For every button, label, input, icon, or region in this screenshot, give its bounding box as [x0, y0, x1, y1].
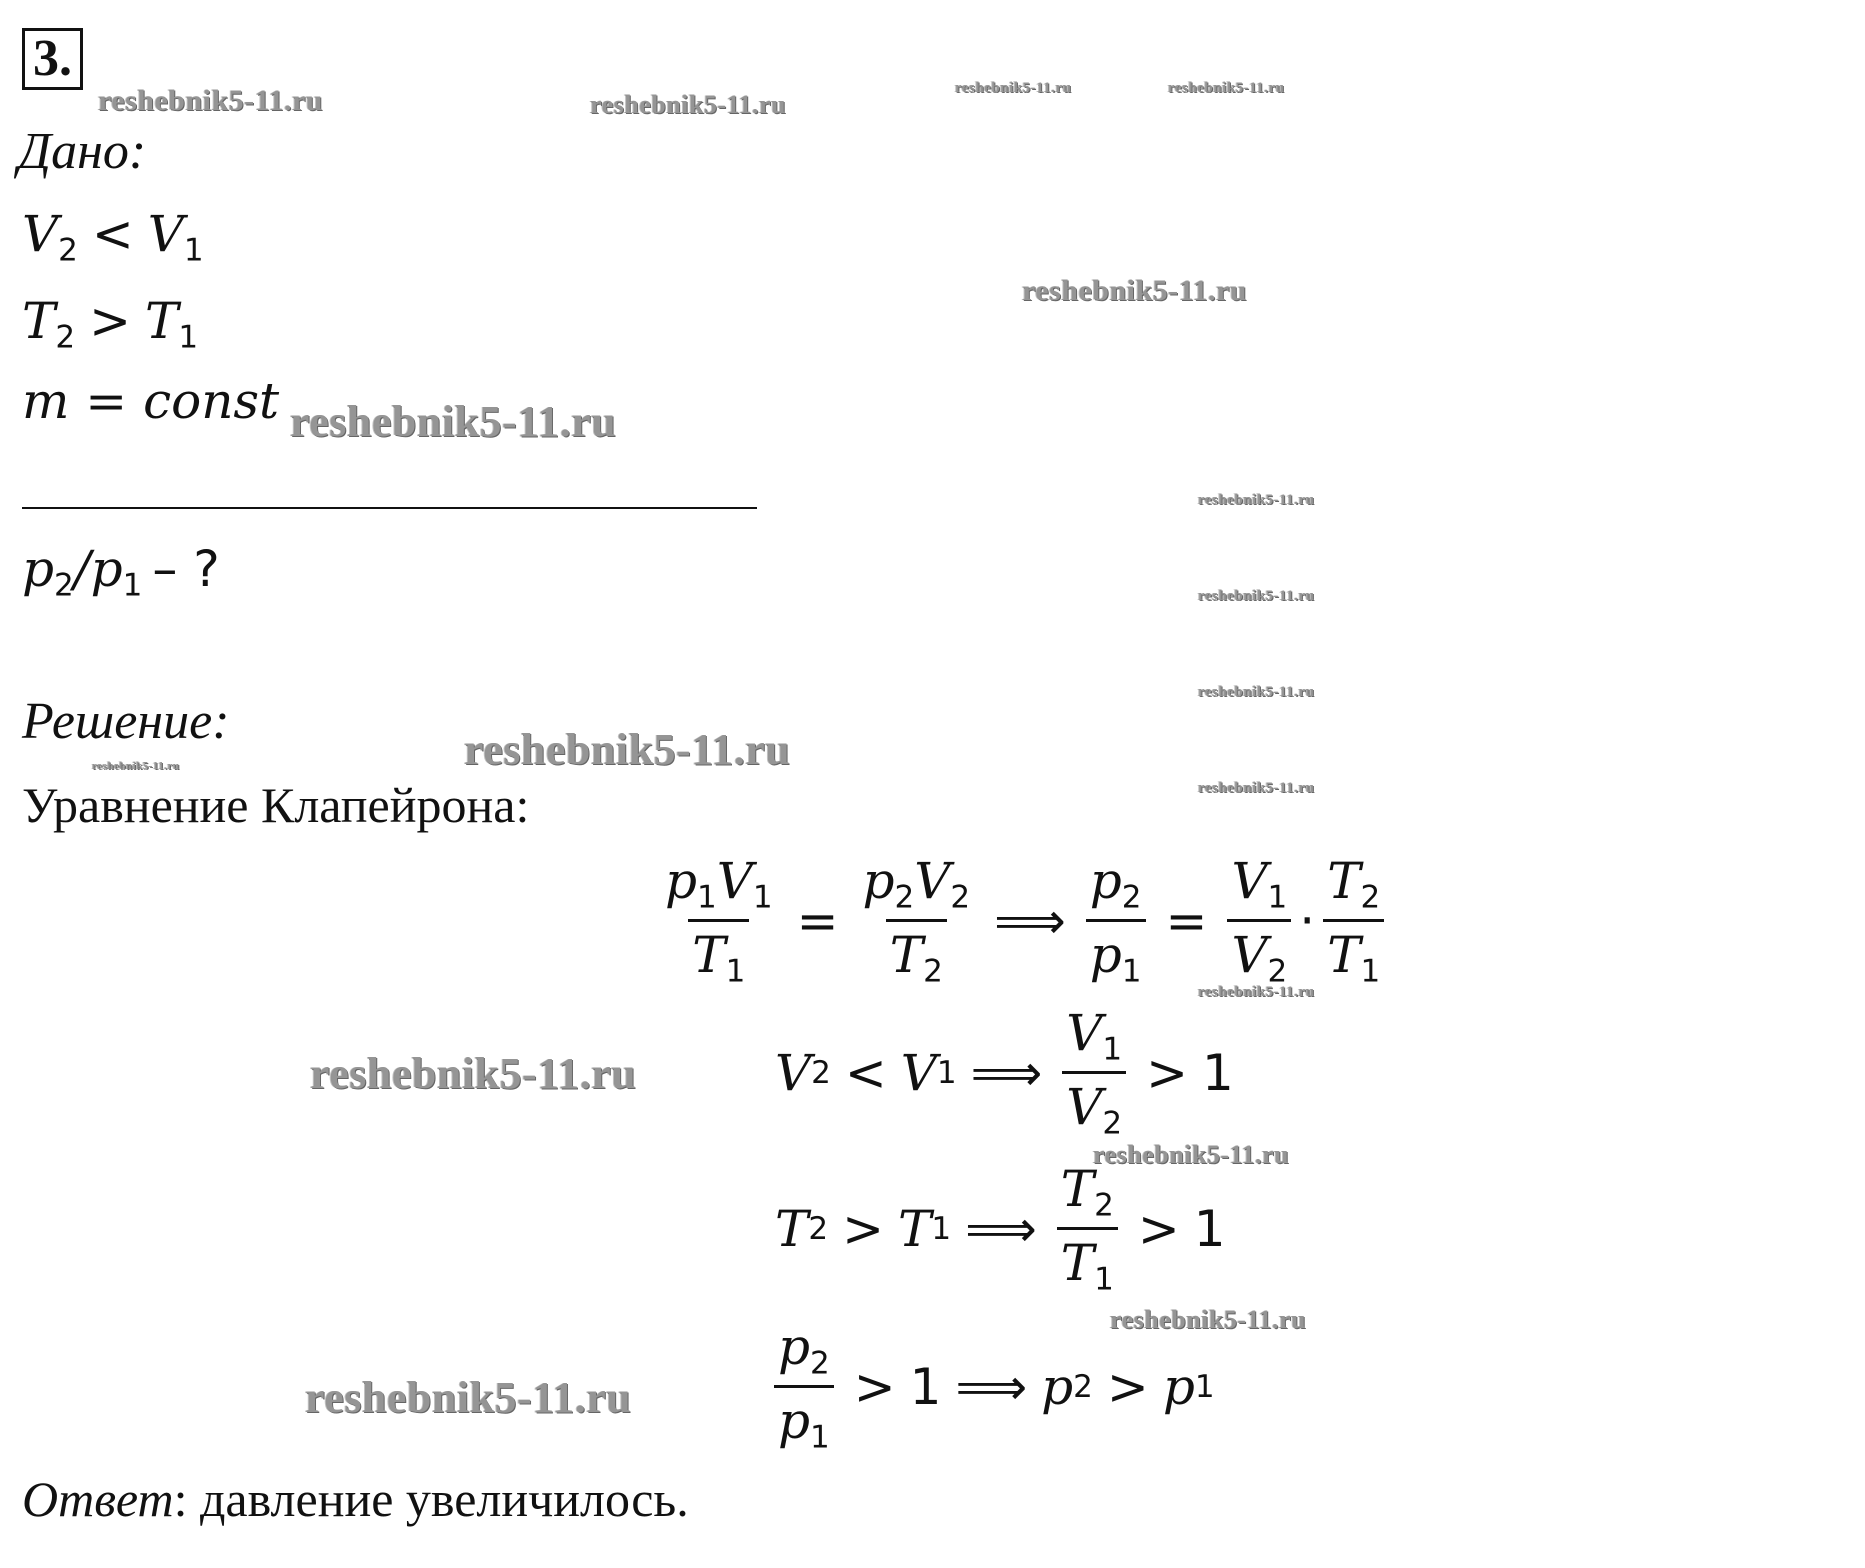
symbol: V — [716, 852, 753, 910]
temperature-ratio-inequality — [775, 1160, 1226, 1298]
symbol: p — [665, 852, 698, 910]
number: 1 — [909, 1357, 942, 1416]
symbol: V — [914, 852, 951, 910]
symbol: p — [778, 1318, 811, 1376]
pressure-conclusion — [768, 1318, 1215, 1456]
given-heading — [18, 122, 146, 181]
symbol: T — [898, 1199, 932, 1258]
colon: : — [173, 1471, 188, 1527]
watermark: reshebnik5-11.ru — [955, 80, 1072, 96]
subscript: 1 — [178, 319, 199, 356]
colon: : — [212, 693, 230, 750]
fraction — [774, 1318, 834, 1456]
watermark: reshebnik5-11.ru — [1198, 984, 1315, 1000]
subscript: 1 — [1194, 1368, 1215, 1405]
solution-intro: Уравнение Клапейрона: — [22, 777, 530, 833]
question-mark: – ? — [152, 540, 220, 598]
subscript: 2 — [810, 1345, 830, 1382]
symbol: V — [775, 1043, 812, 1102]
symbol: V — [1231, 926, 1268, 985]
subscript: 1 — [752, 879, 773, 916]
operator: = — [1165, 891, 1208, 950]
symbol: V — [147, 205, 184, 263]
subscript: 1 — [1121, 953, 1142, 990]
subscript: 1 — [122, 567, 143, 604]
subscript: 2 — [811, 1054, 831, 1091]
operator: > — [842, 1199, 884, 1258]
multiply-dot: · — [1299, 891, 1316, 950]
subscript: 2 — [1094, 1187, 1114, 1224]
symbol: p — [778, 1392, 811, 1451]
solution-heading-text: Решение — [22, 693, 213, 750]
operator: > — [1106, 1357, 1149, 1416]
given-divider — [22, 507, 757, 509]
colon: : — [128, 123, 147, 180]
answer-label: Ответ — [22, 1471, 174, 1527]
symbol: p — [1089, 852, 1122, 910]
symbol: p — [862, 852, 895, 910]
watermark: reshebnik5-11.ru — [1168, 80, 1285, 96]
given-heading-text: Дано — [18, 123, 129, 180]
watermark: reshebnik5-11.ru — [310, 1049, 637, 1098]
symbol: p — [1041, 1357, 1074, 1416]
subscript: 2 — [1121, 879, 1142, 916]
symbol: V — [1231, 852, 1268, 910]
symbol: T — [1060, 1160, 1095, 1218]
fraction — [859, 852, 975, 990]
watermark: reshebnik5-11.ru — [1022, 274, 1247, 307]
implies-arrow: ⟹ — [994, 891, 1066, 950]
given-volume-relation — [22, 205, 204, 268]
watermark: reshebnik5-11.ru — [92, 760, 180, 772]
operator: > — [1146, 1043, 1189, 1102]
subscript: 1 — [810, 1419, 830, 1456]
subscript: 1 — [1094, 1261, 1114, 1298]
fraction — [1057, 1160, 1118, 1298]
subscript: 2 — [894, 879, 915, 916]
question-pressure-ratio — [22, 540, 220, 603]
symbol: p — [90, 540, 123, 598]
watermark: reshebnik5-11.ru — [464, 725, 791, 774]
subscript: 1 — [1267, 879, 1288, 916]
watermark: reshebnik5-11.ru — [590, 90, 787, 119]
subscript: 1 — [725, 953, 746, 990]
subscript: 2 — [54, 567, 74, 604]
given-temperature-relation — [22, 292, 198, 355]
symbol: T — [1060, 1234, 1095, 1293]
subscript: 1 — [1102, 1031, 1123, 1068]
symbol: T — [22, 292, 56, 350]
operator: < — [844, 1043, 887, 1102]
subscript: 2 — [1073, 1368, 1093, 1405]
symbol: T — [775, 1199, 809, 1258]
watermark: reshebnik5-11.ru — [1198, 492, 1315, 508]
implies-arrow: ⟹ — [965, 1199, 1037, 1258]
subscript: 2 — [950, 879, 971, 916]
number: 1 — [1193, 1199, 1226, 1258]
subscript: 1 — [183, 232, 204, 269]
subscript: 1 — [1360, 953, 1381, 990]
subscript: 1 — [931, 1210, 952, 1247]
implies-arrow: ⟹ — [955, 1357, 1028, 1416]
subscript: 1 — [936, 1054, 957, 1091]
operator: > — [853, 1357, 896, 1416]
solution-heading — [22, 692, 230, 751]
symbol: V — [900, 1043, 937, 1102]
subscript: 2 — [1267, 953, 1288, 990]
watermark: reshebnik5-11.ru — [98, 84, 323, 117]
subscript: 1 — [697, 879, 717, 916]
subscript: 2 — [55, 319, 76, 356]
answer-text: давление увеличилось. — [199, 1471, 689, 1527]
fraction — [1323, 852, 1384, 990]
symbol: p — [22, 540, 55, 598]
given-mass-constant: m = const — [22, 372, 280, 430]
volume-ratio-inequality — [775, 1004, 1234, 1142]
operator: > — [89, 292, 131, 350]
symbol: T — [1327, 852, 1361, 910]
fraction — [1062, 1004, 1126, 1142]
symbol: T — [889, 926, 924, 985]
fraction — [661, 852, 777, 990]
symbol: T — [1327, 926, 1361, 985]
fraction — [1227, 852, 1291, 990]
subscript: 2 — [1360, 879, 1381, 916]
watermark: reshebnik5-11.ru — [305, 1373, 632, 1422]
subscript: 2 — [58, 232, 78, 269]
operator: > — [1137, 1199, 1180, 1258]
problem-number: 3. — [22, 28, 83, 90]
symbol: T — [692, 926, 726, 985]
watermark: reshebnik5-11.ru — [290, 397, 617, 446]
clapeyron-equation — [655, 852, 1390, 990]
fraction — [1086, 852, 1146, 990]
symbol: p — [1162, 1357, 1195, 1416]
subscript: 2 — [808, 1210, 829, 1247]
watermark: reshebnik5-11.ru — [1198, 684, 1315, 700]
symbol: T — [145, 292, 179, 350]
subscript: 2 — [1102, 1105, 1123, 1142]
implies-arrow: ⟹ — [970, 1043, 1043, 1102]
watermark: reshebnik5-11.ru — [1093, 1140, 1290, 1169]
symbol: V — [22, 205, 59, 263]
slash: / — [73, 540, 91, 598]
watermark: reshebnik5-11.ru — [1198, 780, 1315, 796]
symbol: p — [1089, 926, 1122, 985]
answer — [22, 1470, 689, 1528]
operator: = — [796, 891, 839, 950]
symbol: V — [1066, 1004, 1103, 1062]
symbol: V — [1066, 1078, 1103, 1137]
operator: < — [91, 205, 134, 263]
watermark: reshebnik5-11.ru — [1110, 1305, 1307, 1334]
number: 1 — [1202, 1043, 1234, 1102]
subscript: 2 — [923, 953, 943, 990]
watermark: reshebnik5-11.ru — [1198, 588, 1315, 604]
